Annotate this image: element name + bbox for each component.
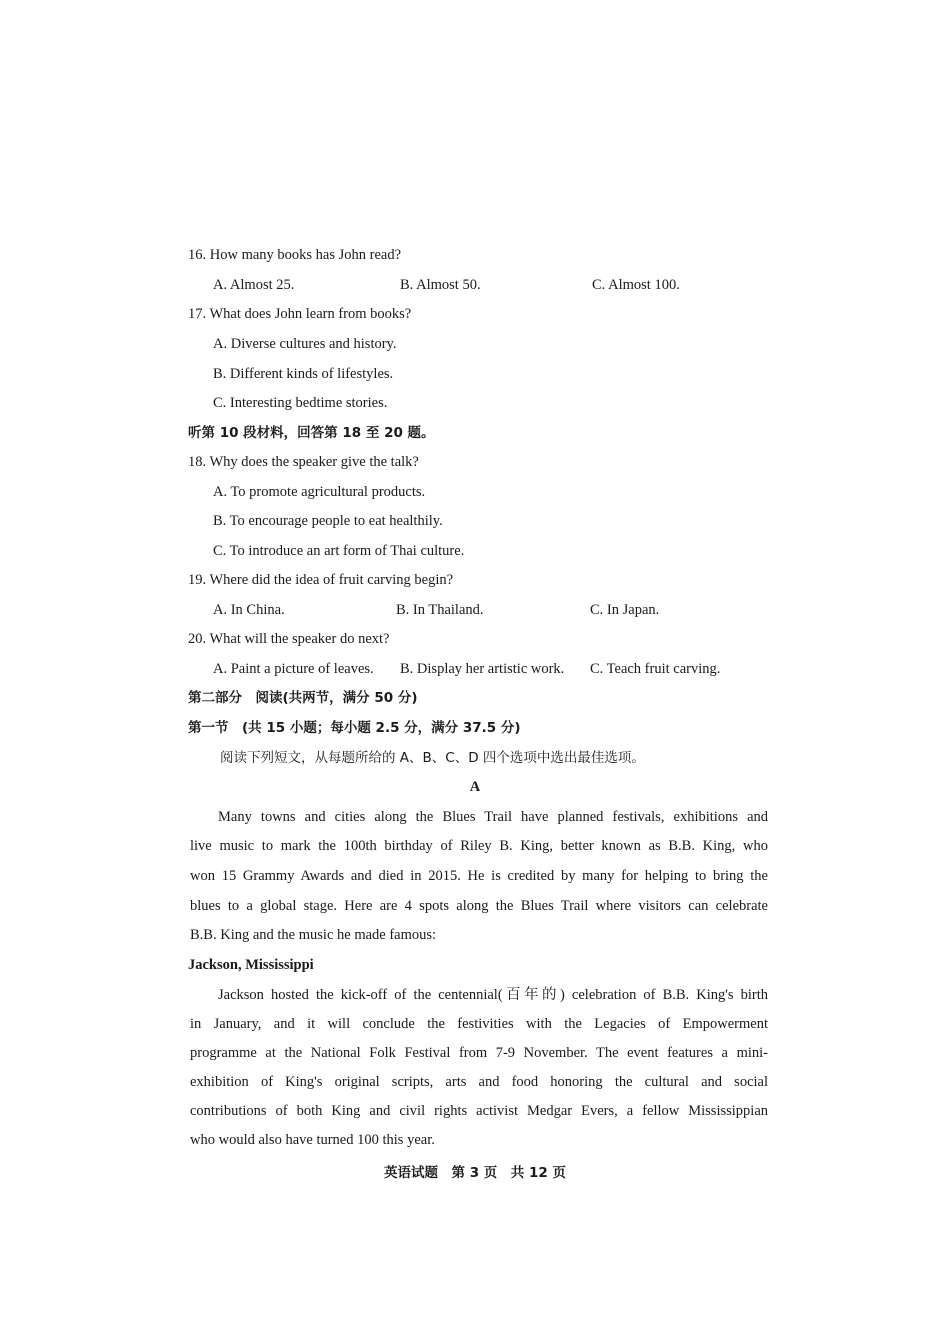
passage-line: live music to mark the 100th birthday of Riley B. King, better known as B.B. King, who [190,838,768,854]
question-18-option-c: C. To introduce an art form of Thai culture. [213,543,465,559]
reading-instruction: 阅读下列短文，从每题所给的 A、B、C、D 四个选项中选出最佳选项。 [220,750,645,766]
question-18-option-a: A. To promote agricultural products. [213,484,426,500]
part2-heading: 第二部分 阅读(共两节，满分 50 分) [188,690,418,706]
question-20-option-a: A. Paint a picture of leaves. [213,661,374,677]
passage-label: A [469,779,481,795]
question-16-option-c: C. Almost 100. [592,277,680,293]
passage-line: won 15 Grammy Awards and died in 2015. He is credited by many for helping to bring the [190,868,768,884]
question-20-option-c: C. Teach fruit carving. [590,661,721,677]
passage-line: B.B. King and the music he made famous: [190,927,437,943]
question-20-stem: 20. What will the speaker do next? [188,631,390,647]
question-16-stem: 16. How many books has John read? [188,247,402,263]
passage-line: blues to a global stage. Here are 4 spots along the Blues Trail where visitors can celebrate [190,898,768,914]
question-19-option-b: B. In Thailand. [396,602,484,618]
question-19-option-a: A. In China. [213,602,285,618]
question-20-option-b: B. Display her artistic work. [400,661,565,677]
question-18-stem: 18. Why does the speaker give the talk? [188,454,419,470]
question-16-option-a: A. Almost 25. [213,277,295,293]
question-17-option-a: A. Diverse cultures and history. [213,336,397,352]
question-17-option-c: C. Interesting bedtime stories. [213,395,388,411]
passage-line: Jackson hosted the kick-off of the centennial(百年的) celebration of B.B. King's birth [218,987,768,1003]
listening-instruction: 听第 10 段材料，回答第 18 至 20 题。 [188,425,435,441]
question-17-option-b: B. Different kinds of lifestyles. [213,366,394,382]
section1-heading: 第一节 (共 15 小题；每小题 2.5 分，满分 37.5 分) [188,720,521,736]
question-18-option-b: B. To encourage people to eat healthily. [213,513,443,529]
question-19-stem: 19. Where did the idea of fruit carving begin? [188,572,454,588]
passage-line: contributions of both King and civil rights activist Medgar Evers, a fellow Mississippian [190,1103,768,1119]
page-footer: 英语试题 第 3 页 共 12 页 [384,1165,566,1181]
question-17-stem: 17. What does John learn from books? [188,306,412,322]
passage-line: exhibition of King's original scripts, arts and food honoring the cultural and social [190,1074,768,1090]
passage-line: Many towns and cities along the Blues Trail have planned festivals, exhibitions and [218,809,768,825]
passage-line: programme at the National Folk Festival from 7-9 November. The event features a mini- [190,1045,768,1061]
passage-line: who would also have turned 100 this year. [190,1132,435,1148]
passage-line: in January, and it will conclude the festivities with the Legacies of Empowerment [190,1016,768,1032]
question-19-option-c: C. In Japan. [590,602,660,618]
jackson-subheading: Jackson, Mississippi [188,957,314,973]
question-16-option-b: B. Almost 50. [400,277,481,293]
